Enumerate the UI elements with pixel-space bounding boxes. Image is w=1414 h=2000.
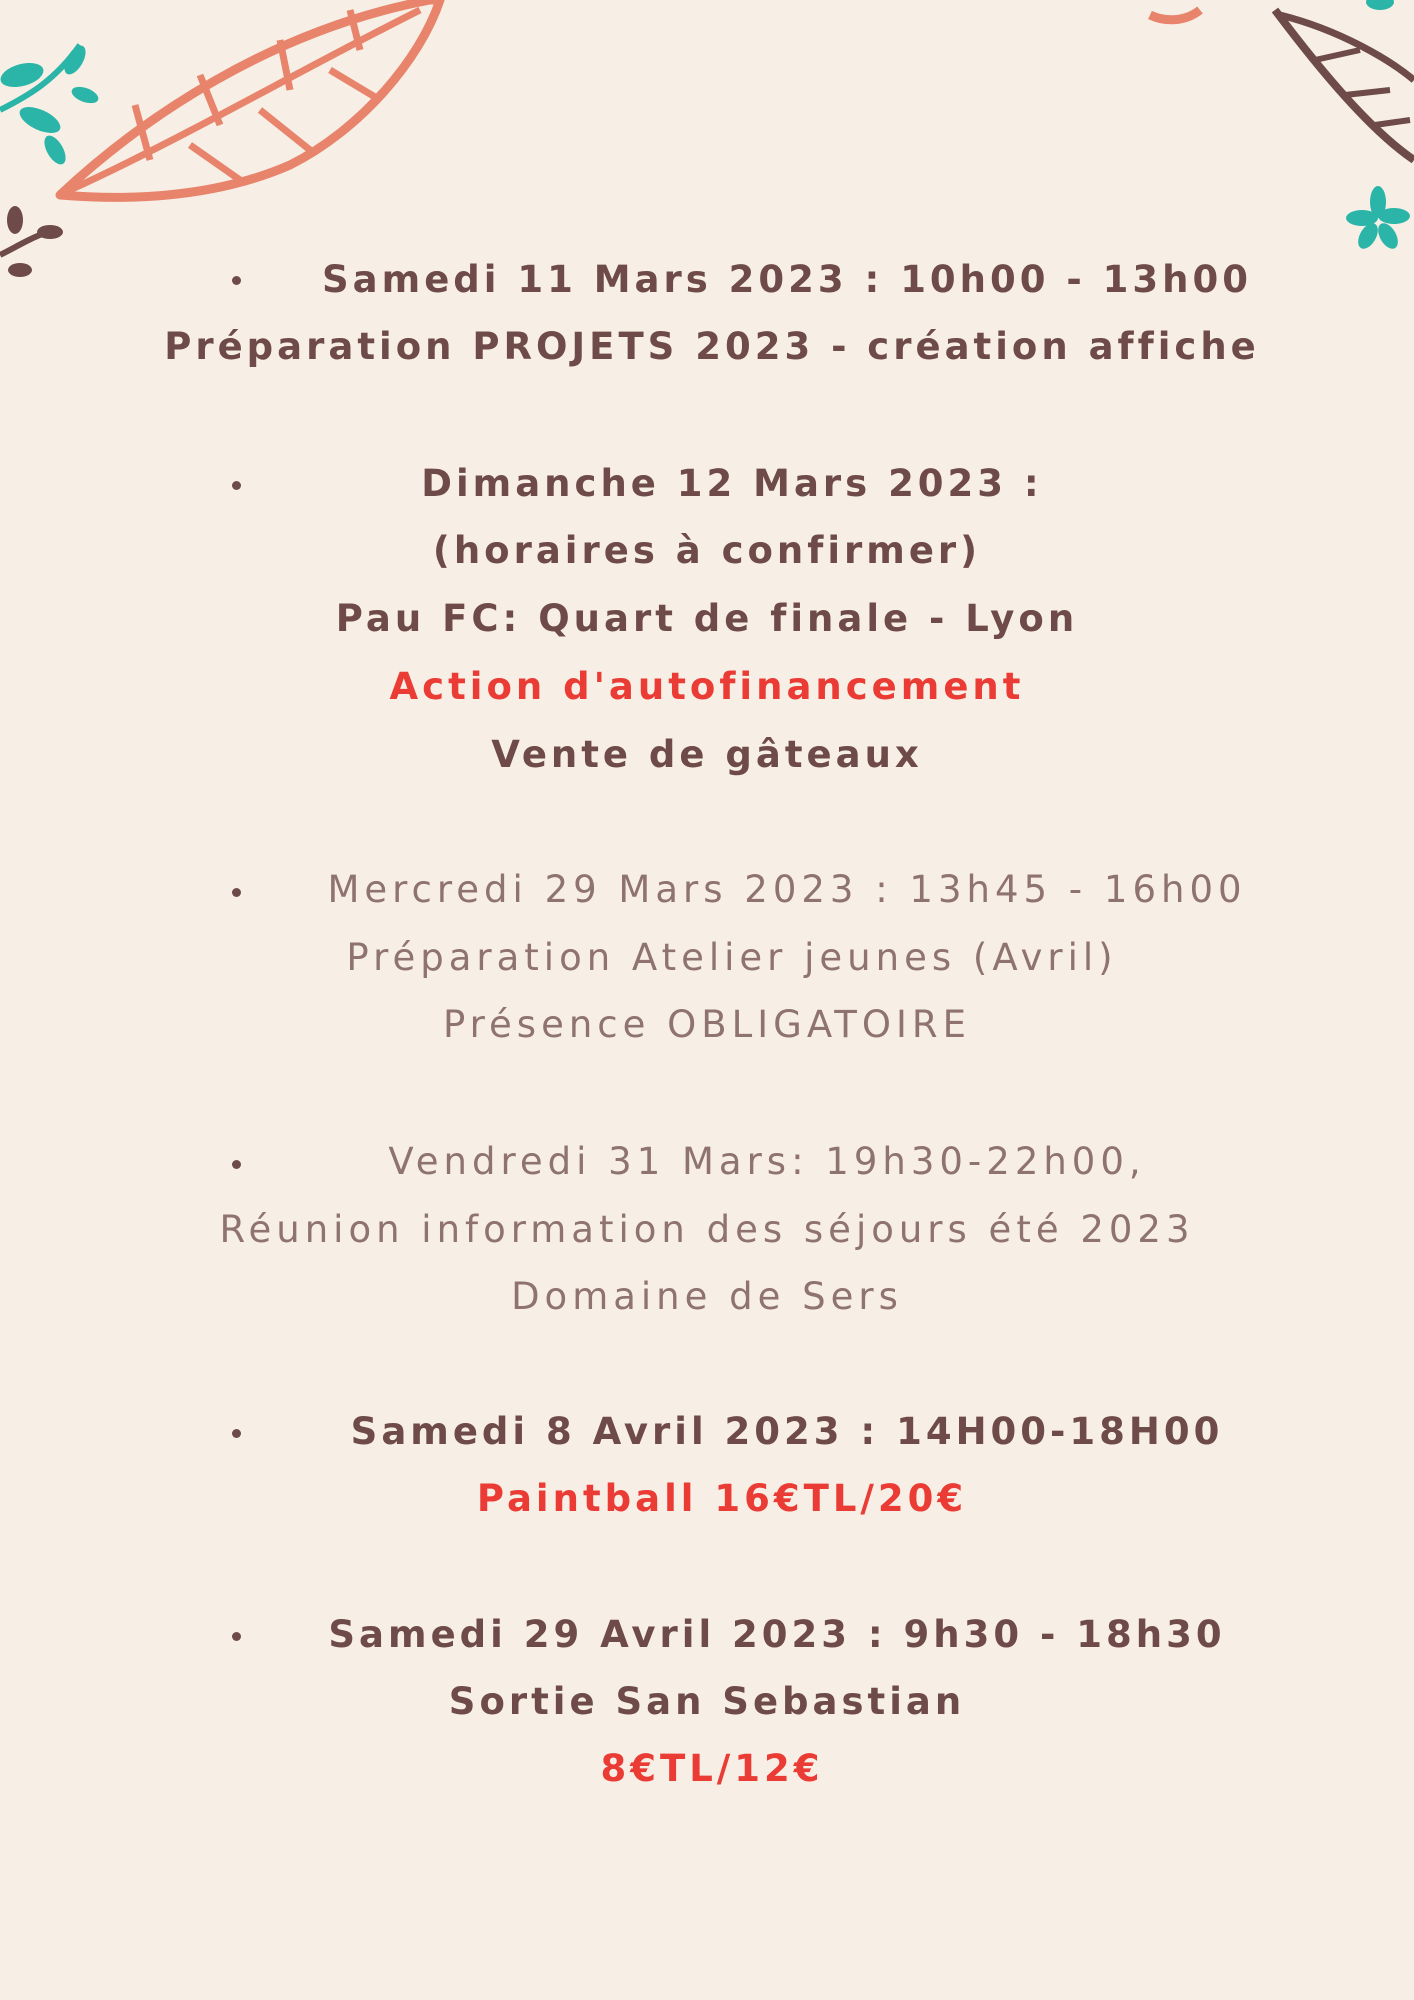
event-4-title: Réunion information des séjours été 2023 <box>219 1208 1195 1251</box>
event-2-detail: Vente de gâteaux <box>491 733 923 776</box>
event-5-date: Samedi 8 Avril 2023 : 14H00-18H00 <box>350 1410 1224 1453</box>
event-2-schedule-note: (horaires à confirmer) <box>432 529 982 572</box>
event-4-date: Vendredi 31 Mars: 19h30-22h00, <box>388 1140 1146 1183</box>
event-3-title: Préparation Atelier jeunes (Avril) <box>346 936 1118 979</box>
event-2-title: Pau FC: Quart de finale - Lyon <box>335 597 1079 640</box>
event-3-note: Présence OBLIGATOIRE <box>442 1003 972 1046</box>
event-6-date: Samedi 29 Avril 2023 : 9h30 - 18h30 <box>328 1613 1226 1656</box>
event-1-description: Préparation PROJETS 2023 - création affiche <box>164 325 1260 368</box>
event-6-title: Sortie San Sebastian <box>448 1680 966 1723</box>
event-3-date: Mercredi 29 Mars 2023 : 13h45 - 16h00 <box>327 868 1247 911</box>
event-4-location: Domaine de Sers <box>511 1275 903 1318</box>
event-2-highlight: Action d'autofinancement <box>389 665 1025 708</box>
event-5-price: Paintball 16€TL/20€ <box>476 1477 968 1520</box>
event-2-date: Dimanche 12 Mars 2023 : <box>421 462 1043 505</box>
event-6-price: 8€TL/12€ <box>600 1747 824 1790</box>
event-1-date: Samedi 11 Mars 2023 : 10h00 - 13h00 <box>322 258 1252 301</box>
